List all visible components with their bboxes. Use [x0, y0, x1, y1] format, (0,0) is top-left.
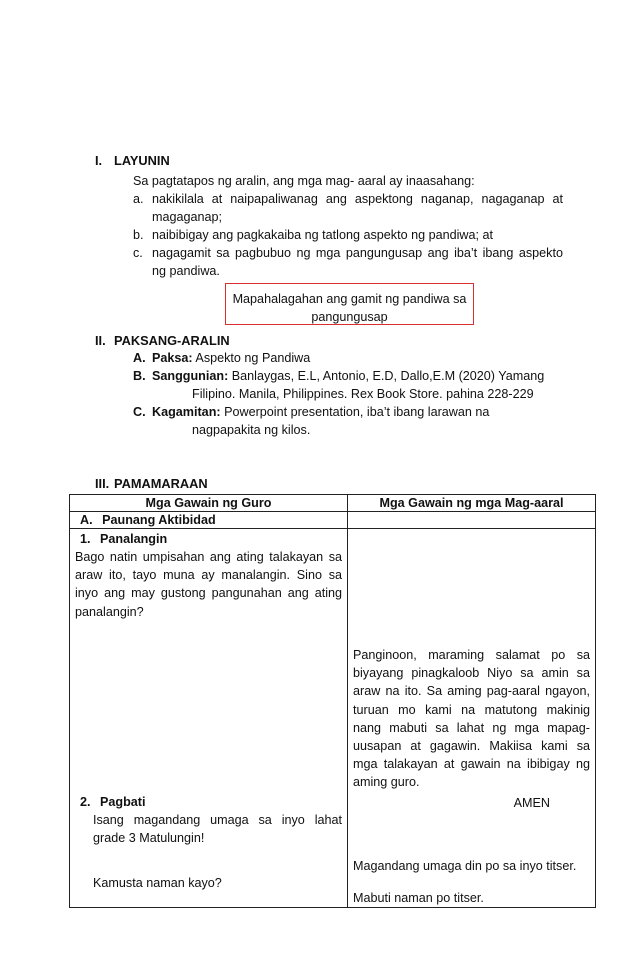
kamusta-teacher-text: Kamusta naman kayo?: [93, 876, 222, 891]
item-a-label: Paksa:: [152, 351, 193, 365]
teacher-cell: [70, 529, 348, 908]
panalangin-teacher-text: Bago natin umpisahan ang ating talakayan sa araw ito, tayo muna ay manalangin. Sino sa inyo ang may gustong pangunahan ang ating panalangin?: [75, 550, 342, 619]
panalangin-student-text: Panginoon, maraming salamat po sa biyayang pinagkaloob Niyo sa amin sa araw na ito. Sa aming pag-aaral ngayon, turuan mo kami na matutong makinig nang mabuti sa lahat ng mga mapag-uusapan at gagawin. Makiisa kami sa mga talakayan at gawain na ibibigay ng aming guro.: [353, 648, 590, 790]
objective-c-text: nagagamit sa pagbubuo ng mga pangungusap ang iba’t ibang aspekto: [152, 246, 563, 260]
panalangin-num: 1.: [80, 532, 91, 546]
panalangin-title: Panalangin: [100, 532, 168, 546]
item-b-letter: B.: [133, 369, 146, 383]
section-3-numeral: III.: [95, 476, 110, 491]
subhead-row: [70, 512, 596, 529]
col-header-student: Mga Gawain ng mga Mag-aaral: [348, 495, 596, 512]
section-3-title: PAMAMARAAN: [114, 476, 208, 491]
objectives-intro: Sa pagtatapos ng aralin, ang mga mag- aaral ay inaasahang:: [133, 174, 475, 188]
objective-c-letter: c.: [133, 246, 143, 260]
pagbati-student-text: Magandang umaga din po sa inyo titser.: [353, 858, 577, 873]
item-a-value: Aspekto ng Pandiwa: [192, 351, 311, 365]
callout-line-1: Mapahalagahan ang gamit ng pandiwa sa: [232, 292, 467, 306]
callout-box: [225, 283, 474, 325]
subhead-empty-cell: [348, 512, 596, 529]
section-1-numeral: I.: [95, 153, 103, 168]
item-c-letter: C.: [133, 405, 146, 419]
table-header-row: [70, 495, 596, 512]
section-2-title: PAKSANG-ARALIN: [114, 333, 230, 348]
activities-table: [69, 494, 596, 908]
pagbati-title: Pagbati: [100, 794, 146, 809]
objective-a-letter: a.: [133, 192, 144, 206]
item-c-row: [152, 406, 489, 419]
item-c-value-cont: nagpapakita ng kilos.: [192, 423, 311, 437]
item-c-value: Powerpoint presentation, iba’t ibang larawan na: [220, 405, 490, 419]
pagbati-heading: [75, 794, 342, 811]
subhead-title: Paunang Aktibidad: [102, 513, 216, 527]
section-2-numeral: II.: [95, 333, 106, 348]
objective-b-letter: b.: [133, 228, 144, 242]
objective-c-text-cont: ng pandiwa.: [152, 264, 220, 278]
item-b-label: Sanggunian:: [152, 369, 229, 383]
section-1-title: LAYUNIN: [114, 153, 170, 168]
objective-a-text-cont: magaganap;: [152, 210, 223, 224]
objective-a-text: nakikilala at naipapaliwanag ang aspektong naganap, nagaganap at: [152, 192, 563, 206]
subhead-letter: A.: [80, 513, 93, 527]
pagbati-teacher-text: Isang magandang umaga sa inyo lahat grade 3 Matulungin!: [93, 812, 342, 846]
col-header-teacher: Mga Gawain ng Guro: [70, 495, 348, 512]
item-a-row: [152, 352, 310, 365]
student-cell: [348, 529, 596, 908]
item-b-row: [152, 370, 544, 383]
callout-line-2: pangungusap: [311, 310, 388, 324]
subhead-cell: [70, 512, 348, 529]
amen-text: AMEN: [513, 795, 550, 810]
item-c-label: Kagamitan:: [152, 405, 221, 419]
item-a-letter: A.: [133, 351, 146, 365]
item-b-value: Banlaygas, E.L, Antonio, E.D, Dallo,E.M (2020) Yamang: [228, 369, 545, 383]
table-row: [70, 529, 596, 908]
kamusta-student-text: Mabuti naman po titser.: [353, 890, 484, 905]
pagbati-num: 2.: [80, 794, 91, 809]
item-b-value-cont: Filipino. Manila, Philippines. Rex Book Store. pahina 228-229: [192, 387, 534, 401]
objective-b-text: naibibigay ang pagkakaiba ng tatlong aspekto ng pandiwa; at: [152, 228, 493, 242]
panalangin-heading: [75, 531, 342, 548]
